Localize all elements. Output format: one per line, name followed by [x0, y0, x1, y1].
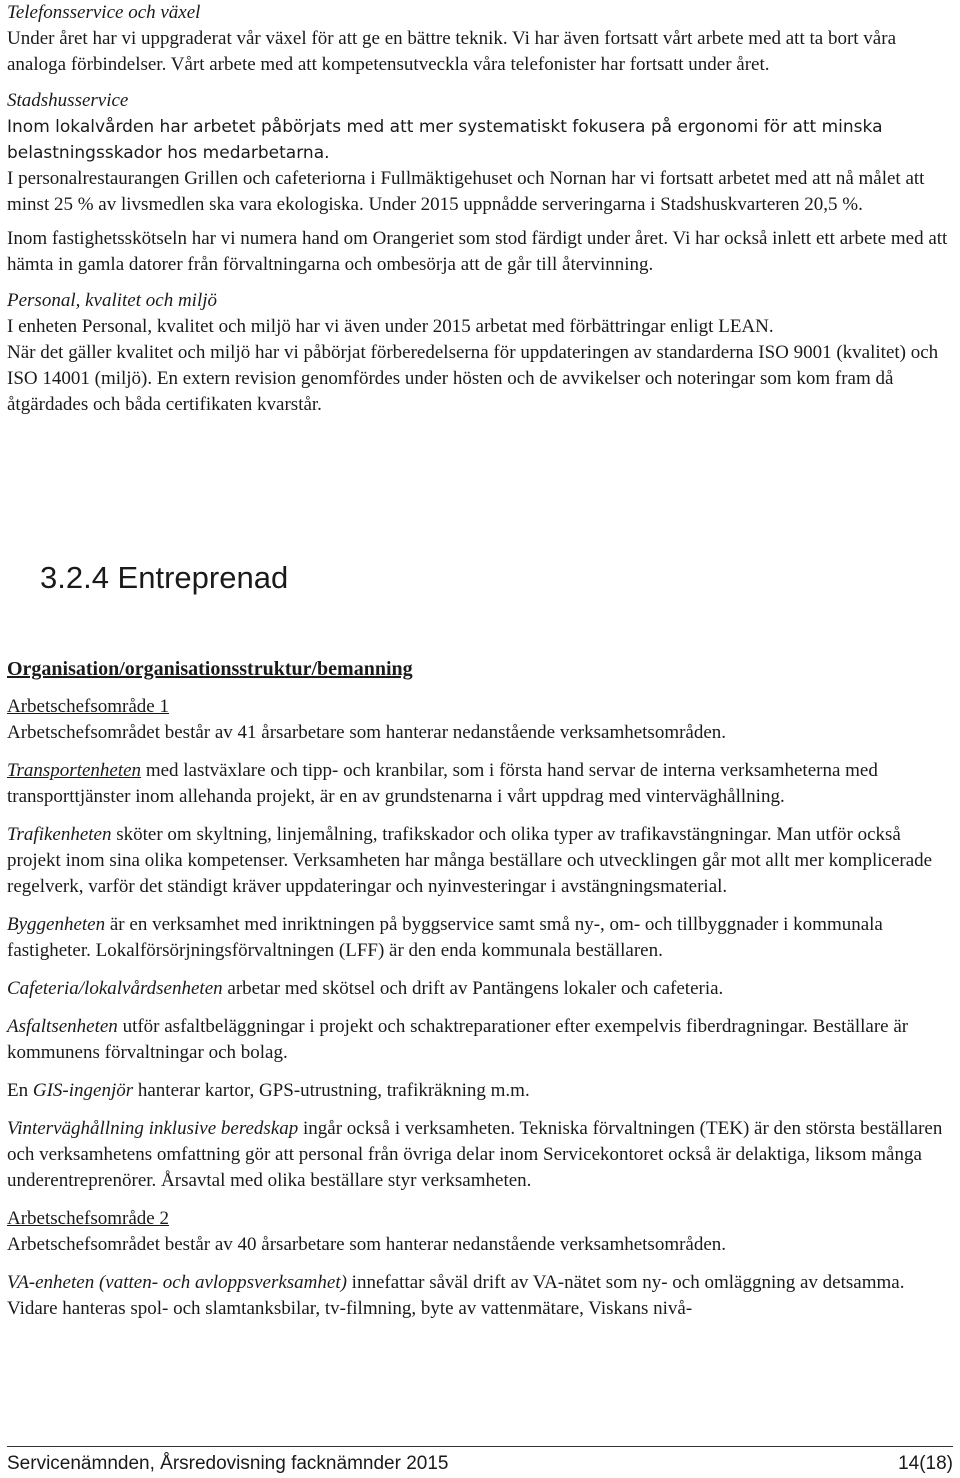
paragraph-vintervaghallning: [7, 1116, 953, 1194]
text-asfaltsenheten: utför asfaltbeläggningar i projekt och schaktreparationer efter exempelvis fiberdragningar. Beställare är kommunens förvaltningar och bolag.: [7, 1016, 909, 1063]
page-number: 14(18): [898, 1453, 953, 1474]
term-transportenheten: Transportenheten: [7, 760, 142, 781]
text-vintervaghallning: ingår också i verksamheten. Tekniska förvaltningen (TEK) är den största beställaren och verksamhetens omfattning gör att personal från övriga delar inom Servicekontoret också är delaktiga, liksom många underentreprenörer. Årsavtal med olika beställare styr verksamheten.: [7, 1118, 943, 1191]
section-subtitle: Organisation/organisationsstruktur/bemanning: [7, 658, 413, 680]
term-cafeteria: Cafeteria/lokalvårdsenheten: [7, 978, 223, 999]
document-page: [7, 0, 953, 418]
heading-arbetschefsomrade-1: Arbetschefsområde 1: [7, 696, 169, 717]
heading-stadshusservice: Stadshusservice: [7, 90, 129, 111]
text-cafeteria: arbetar med skötsel och drift av Pantängens lokaler och cafeteria.: [222, 978, 724, 999]
paragraph-va-enheten: [7, 1270, 953, 1322]
text-gis: hanterar kartor, GPS-utrustning, trafikräkning m.m.: [133, 1080, 530, 1101]
paragraph-stadshus-2: I personalrestaurangen Grillen och cafeteriorna i Fullmäktigehuset och Nornan har vi fortsatt arbetet med att nå målet att minst 25 % av livsmedlen ska vara ekologiska. Under 2015 uppnådde serveringarna i Stadshuskvarteren 20,5 %.: [7, 168, 925, 215]
paragraph-cafeteria: [7, 976, 953, 1002]
paragraph-byggenheten: [7, 912, 953, 964]
term-va-enheten: VA-enheten (vatten- och avloppsverksamhet): [7, 1272, 347, 1293]
paragraph-stadshus-1: Inom lokalvården har arbetet påbörjats med att mer systematiskt fokusera på ergonomi för att minska belastningsskador hos medarbetarna.: [7, 117, 883, 163]
text-trafikenheten: sköter om skyltning, linjemålning, trafikskador och olika typer av trafikavstängningar. Man utför också projekt inom sina olika kompetenser. Verksamheten har många beställare och utvecklingen går mot allt mer komplicerade regelverk, varför det ständigt kräver uppdateringar och nyinvesteringar i avstängningsmaterial.: [7, 824, 933, 897]
text-va-enheten: innefattar såväl drift av VA-nätet som ny- och omläggning av detsamma. Vidare hanteras spol- och slamtanksbilar, tv-filmning, byte av vattenmätare, Viskans nivå-: [7, 1272, 905, 1319]
paragraph-stadshus-3: Inom fastighetsskötseln har vi numera hand om Orangeriet som stod färdigt under året. Vi har också inlett ett arbete med att hämta in gamla datorer från förvaltningarna och ombesörja att de går till återvinning.: [7, 228, 948, 275]
text-byggenheten: är en verksamhet med inriktningen på byggservice samt små ny-, om- och tillbyggnader i kommunala fastigheter. Lokalförsörjningsförvaltningen (LFF) är den enda kommunala beställaren.: [7, 914, 883, 961]
paragraph-transportenheten: [7, 758, 953, 810]
heading-personal-kvalitet-miljo: Personal, kvalitet och miljö: [7, 290, 218, 311]
lower-content: [7, 694, 953, 1322]
term-trafikenheten: Trafikenheten: [7, 824, 112, 845]
paragraph-arbetschefsomrade-1: Arbetschefsområdet består av 41 årsarbetare som hanterar nedanstående verksamhetsområden.: [7, 722, 727, 743]
paragraph-telefonservice: Under året har vi uppgraderat vår växel för att ge en bättre teknik. Vi har även fortsatt vårt arbete med att ta bort våra analoga förbindelser. Vårt arbete med att kompetensutveckla våra telefonister har fortsatt under året.: [7, 28, 897, 75]
paragraph-arbetschefsomrade-2: Arbetschefsområdet består av 40 årsarbetare som hanterar nedanstående verksamhetsområden.: [7, 1234, 727, 1255]
text-transportenheten: med lastväxlare och tipp- och kranbilar, som i första hand servar de interna verksamheterna med transporttjänster inom allehanda projekt, är en av grundstenarna i vårt uppdrag med vinterväghållning.: [7, 760, 878, 807]
term-vintervaghallning: Vinterväghållning inklusive beredskap: [7, 1118, 299, 1139]
paragraph-gis: [7, 1078, 953, 1104]
term-byggenheten: Byggenheten: [7, 914, 106, 935]
paragraph-personal-1: I enheten Personal, kvalitet och miljö har vi även under 2015 arbetat med förbättringar enligt LEAN.: [7, 316, 774, 337]
paragraph-asfaltsenheten: [7, 1014, 953, 1066]
page-footer: [7, 1446, 953, 1476]
heading-arbetschefsomrade-2: Arbetschefsområde 2: [7, 1208, 169, 1229]
heading-telefonservice: Telefonsservice och växel: [7, 2, 201, 23]
paragraph-personal-2: När det gäller kvalitet och miljö har vi påbörjat förberedelserna för uppdateringen av standarderna ISO 9001 (kvalitet) och ISO 14001 (miljö). En extern revision genomfördes under hösten och de avvikelser och noteringar som kom fram då åtgärdades och båda certifikaten kvarstår.: [7, 342, 939, 415]
paragraph-trafikenheten: [7, 822, 953, 900]
text-gis-pre: En: [7, 1080, 33, 1101]
term-asfaltsenheten: Asfaltsenheten: [7, 1016, 118, 1037]
footer-title: Servicenämnden, Årsredovisning facknämnder 2015: [7, 1453, 449, 1474]
section-title: 3.2.4 Entreprenad: [40, 560, 289, 595]
term-gis: GIS-ingenjör: [32, 1080, 134, 1101]
